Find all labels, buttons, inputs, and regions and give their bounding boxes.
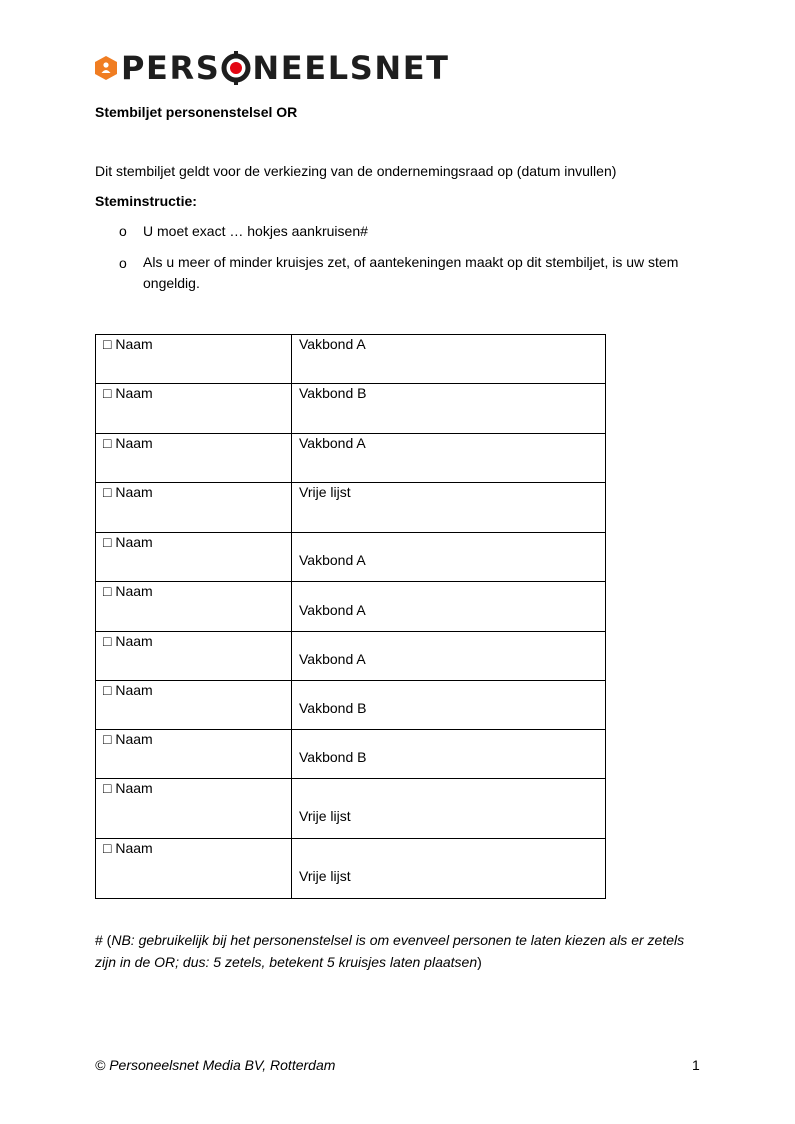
- party-name: Vakbond A: [299, 336, 366, 352]
- footnote-prefix: # (: [95, 932, 112, 948]
- table-row: [96, 434, 606, 483]
- party-name: Vakbond B: [299, 749, 367, 765]
- table-row: [96, 483, 606, 533]
- brand-logo: [95, 50, 450, 86]
- party-cell: [292, 632, 606, 681]
- party-cell: [292, 533, 606, 582]
- brand-wordmark-text-end: NEELSNET: [252, 49, 450, 87]
- hexagon-logo-icon: [95, 56, 117, 80]
- party-cell: [292, 434, 606, 483]
- candidate-name-cell[interactable]: [96, 582, 292, 632]
- party-name: Vakbond A: [299, 552, 366, 568]
- footnote: [95, 929, 695, 973]
- instruction-item: Als u meer of minder kruisjes zet, of aantekeningen maakt op dit stembiljet, is uw stem ongeldig.: [143, 254, 679, 291]
- candidate-name: □ Naam: [103, 336, 153, 352]
- party-cell: [292, 335, 606, 384]
- table-row: [96, 632, 606, 681]
- candidate-name: □ Naam: [103, 435, 153, 451]
- party-cell: [292, 681, 606, 730]
- candidate-name-cell[interactable]: [96, 681, 292, 730]
- target-o-icon: [221, 51, 251, 85]
- table-row: [96, 335, 606, 384]
- table-row: [96, 681, 606, 730]
- instructions-heading: Steminstructie:: [95, 193, 197, 209]
- instruction-item: U moet exact … hokjes aankruisen#: [143, 223, 368, 239]
- table-row: [96, 779, 606, 839]
- footer-copyright: © Personeelsnet Media BV, Rotterdam: [95, 1057, 336, 1073]
- candidate-name: □ Naam: [103, 633, 153, 649]
- candidate-name: □ Naam: [103, 780, 153, 796]
- party-name: Vrije lijst: [299, 808, 351, 824]
- candidate-name-cell[interactable]: [96, 839, 292, 899]
- candidate-name: □ Naam: [103, 682, 153, 698]
- bullet-marker: o: [119, 255, 127, 271]
- party-cell: [292, 384, 606, 434]
- party-cell: [292, 730, 606, 779]
- candidate-name: □ Naam: [103, 583, 153, 599]
- party-cell: [292, 483, 606, 533]
- footnote-suffix: ): [477, 954, 482, 970]
- candidate-name-cell[interactable]: [96, 730, 292, 779]
- document-title: Stembiljet personenstelsel OR: [95, 104, 298, 120]
- party-name: Vrije lijst: [299, 484, 351, 500]
- candidate-name-cell[interactable]: [96, 434, 292, 483]
- candidate-name-cell[interactable]: [96, 632, 292, 681]
- table-row: [96, 730, 606, 779]
- candidate-name-cell[interactable]: [96, 335, 292, 384]
- page-number: 1: [692, 1057, 700, 1073]
- candidate-name: □ Naam: [103, 484, 153, 500]
- party-name: Vakbond A: [299, 435, 366, 451]
- table-row: [96, 839, 606, 899]
- brand-wordmark: [121, 50, 450, 86]
- table-row: [96, 384, 606, 434]
- candidate-name: □ Naam: [103, 840, 153, 856]
- bullet-marker: o: [119, 223, 127, 239]
- candidate-name-cell[interactable]: [96, 533, 292, 582]
- brand-wordmark-text: PERS: [121, 49, 221, 87]
- party-cell: [292, 779, 606, 839]
- candidate-name-cell[interactable]: [96, 779, 292, 839]
- party-name: Vakbond B: [299, 385, 367, 401]
- intro-text: Dit stembiljet geldt voor de verkiezing van de ondernemingsraad op (datum invullen): [95, 163, 617, 179]
- candidate-name-cell[interactable]: [96, 483, 292, 533]
- party-name: Vakbond B: [299, 700, 367, 716]
- candidate-name-cell[interactable]: [96, 384, 292, 434]
- party-cell: [292, 582, 606, 632]
- table-row: [96, 582, 606, 632]
- candidate-name: □ Naam: [103, 534, 153, 550]
- table-row: [96, 533, 606, 582]
- candidate-name: □ Naam: [103, 731, 153, 747]
- footnote-text: NB: gebruikelijk bij het personenstelsel is om evenveel personen te laten kiezen als er zetels zijn in de OR; dus: 5 zetels, betekent 5 kruisjes laten plaatsen: [95, 932, 685, 970]
- party-name: Vakbond A: [299, 602, 366, 618]
- candidate-name: □ Naam: [103, 385, 153, 401]
- party-cell: [292, 839, 606, 899]
- ballot-table: [95, 334, 606, 899]
- party-name: Vakbond A: [299, 651, 366, 667]
- party-name: Vrije lijst: [299, 868, 351, 884]
